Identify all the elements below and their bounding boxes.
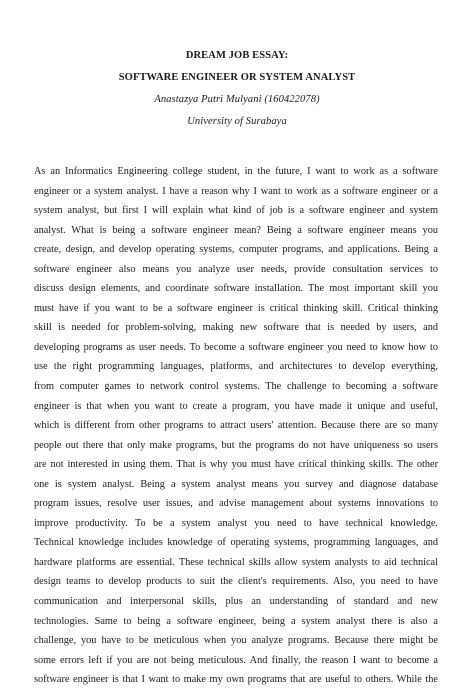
author-affiliation: University of Surabaya	[187, 116, 287, 127]
body-line: use the right programming languages, platforms, and architectures to develop everything,	[34, 361, 438, 373]
body-line: Technical knowledge includes knowledge of operating systems, programming languages, and	[34, 537, 438, 549]
body-line: software engineer is that I want to make my own programs that are useful to others. While the	[34, 674, 438, 686]
body-line: improve productivity. To be a system analyst you need to have technical knowledge.	[34, 517, 438, 529]
body-line: engineer or a system analyst. I have a reason why I want to work as a software engineer or a	[34, 185, 438, 197]
body-line: As an Informatics Engineering college student, in the future, I want to work as a software	[34, 166, 438, 177]
body-line: skill is needed for problem-solving, making new software that is needed by users, and	[34, 322, 438, 334]
body-line: analyst. What is being a software engineer mean? Being a software engineer means you	[34, 224, 438, 236]
body-line: people out there that only make programs, but the programs do not have uniqueness so users	[34, 439, 438, 451]
essay-subtitle: SOFTWARE ENGINEER OR SYSTEM ANALYST	[118, 72, 356, 83]
body-line: software engineer also means you analyze user needs, provide consultation services to	[34, 263, 438, 275]
body-line: discuss design elements, and coordinate software installation. The most important skill you	[34, 283, 438, 295]
essay-title: DREAM JOB ESSAY:	[185, 50, 289, 61]
body-line: challenge, you have to be meticulous when you analyze programs. Because there might be	[34, 635, 438, 647]
body-line: technologies. Same to being a software engineer, being a system analyst there is also a	[34, 615, 438, 627]
essay-body	[34, 162, 438, 690]
body-line: program issues, resolve user issues, and advise management about systems innovations to	[34, 498, 438, 510]
body-line: create, design, and develop operating systems, computer programs, and applications. Being a	[34, 244, 438, 256]
body-line: developing programs as user needs. To become a software engineer you need to know how to	[34, 341, 438, 353]
body-line: from computer games to network control systems. The challenge to becoming a software	[34, 381, 438, 393]
body-line: one is system analyst. Being a system analyst means you survey and diagnose database	[34, 478, 438, 490]
body-line: must have if you want to be a software engineer is critical thinking skill. Critical thinking	[34, 302, 438, 314]
body-line: hardware platforms are essential. These technical skills allow system analysts to aid technical	[34, 556, 438, 568]
body-line: communication and interpersonal skills, plus an understanding of standard and new	[34, 596, 438, 608]
body-line: system analyst, but first I will explain what kind of job is a software engineer and system	[34, 205, 438, 217]
body-line: engineer is that when you want to create a program, you have made it unique and useful,	[34, 400, 438, 412]
body-line: which is different from other programs to attract users' attention. Because there are so many	[34, 420, 438, 432]
body-line: design teams to develop products to suit the client's requirements. Also, you need to have	[34, 576, 438, 588]
body-line: are not interested in using them. That is why you must have critical thinking skills. The other	[34, 459, 438, 471]
author-name: Anastazya Putri Mulyani (160422078)	[154, 94, 320, 105]
body-line: some errors left if you are not being meticulous. And finally, the reason I want to become a	[34, 654, 438, 666]
